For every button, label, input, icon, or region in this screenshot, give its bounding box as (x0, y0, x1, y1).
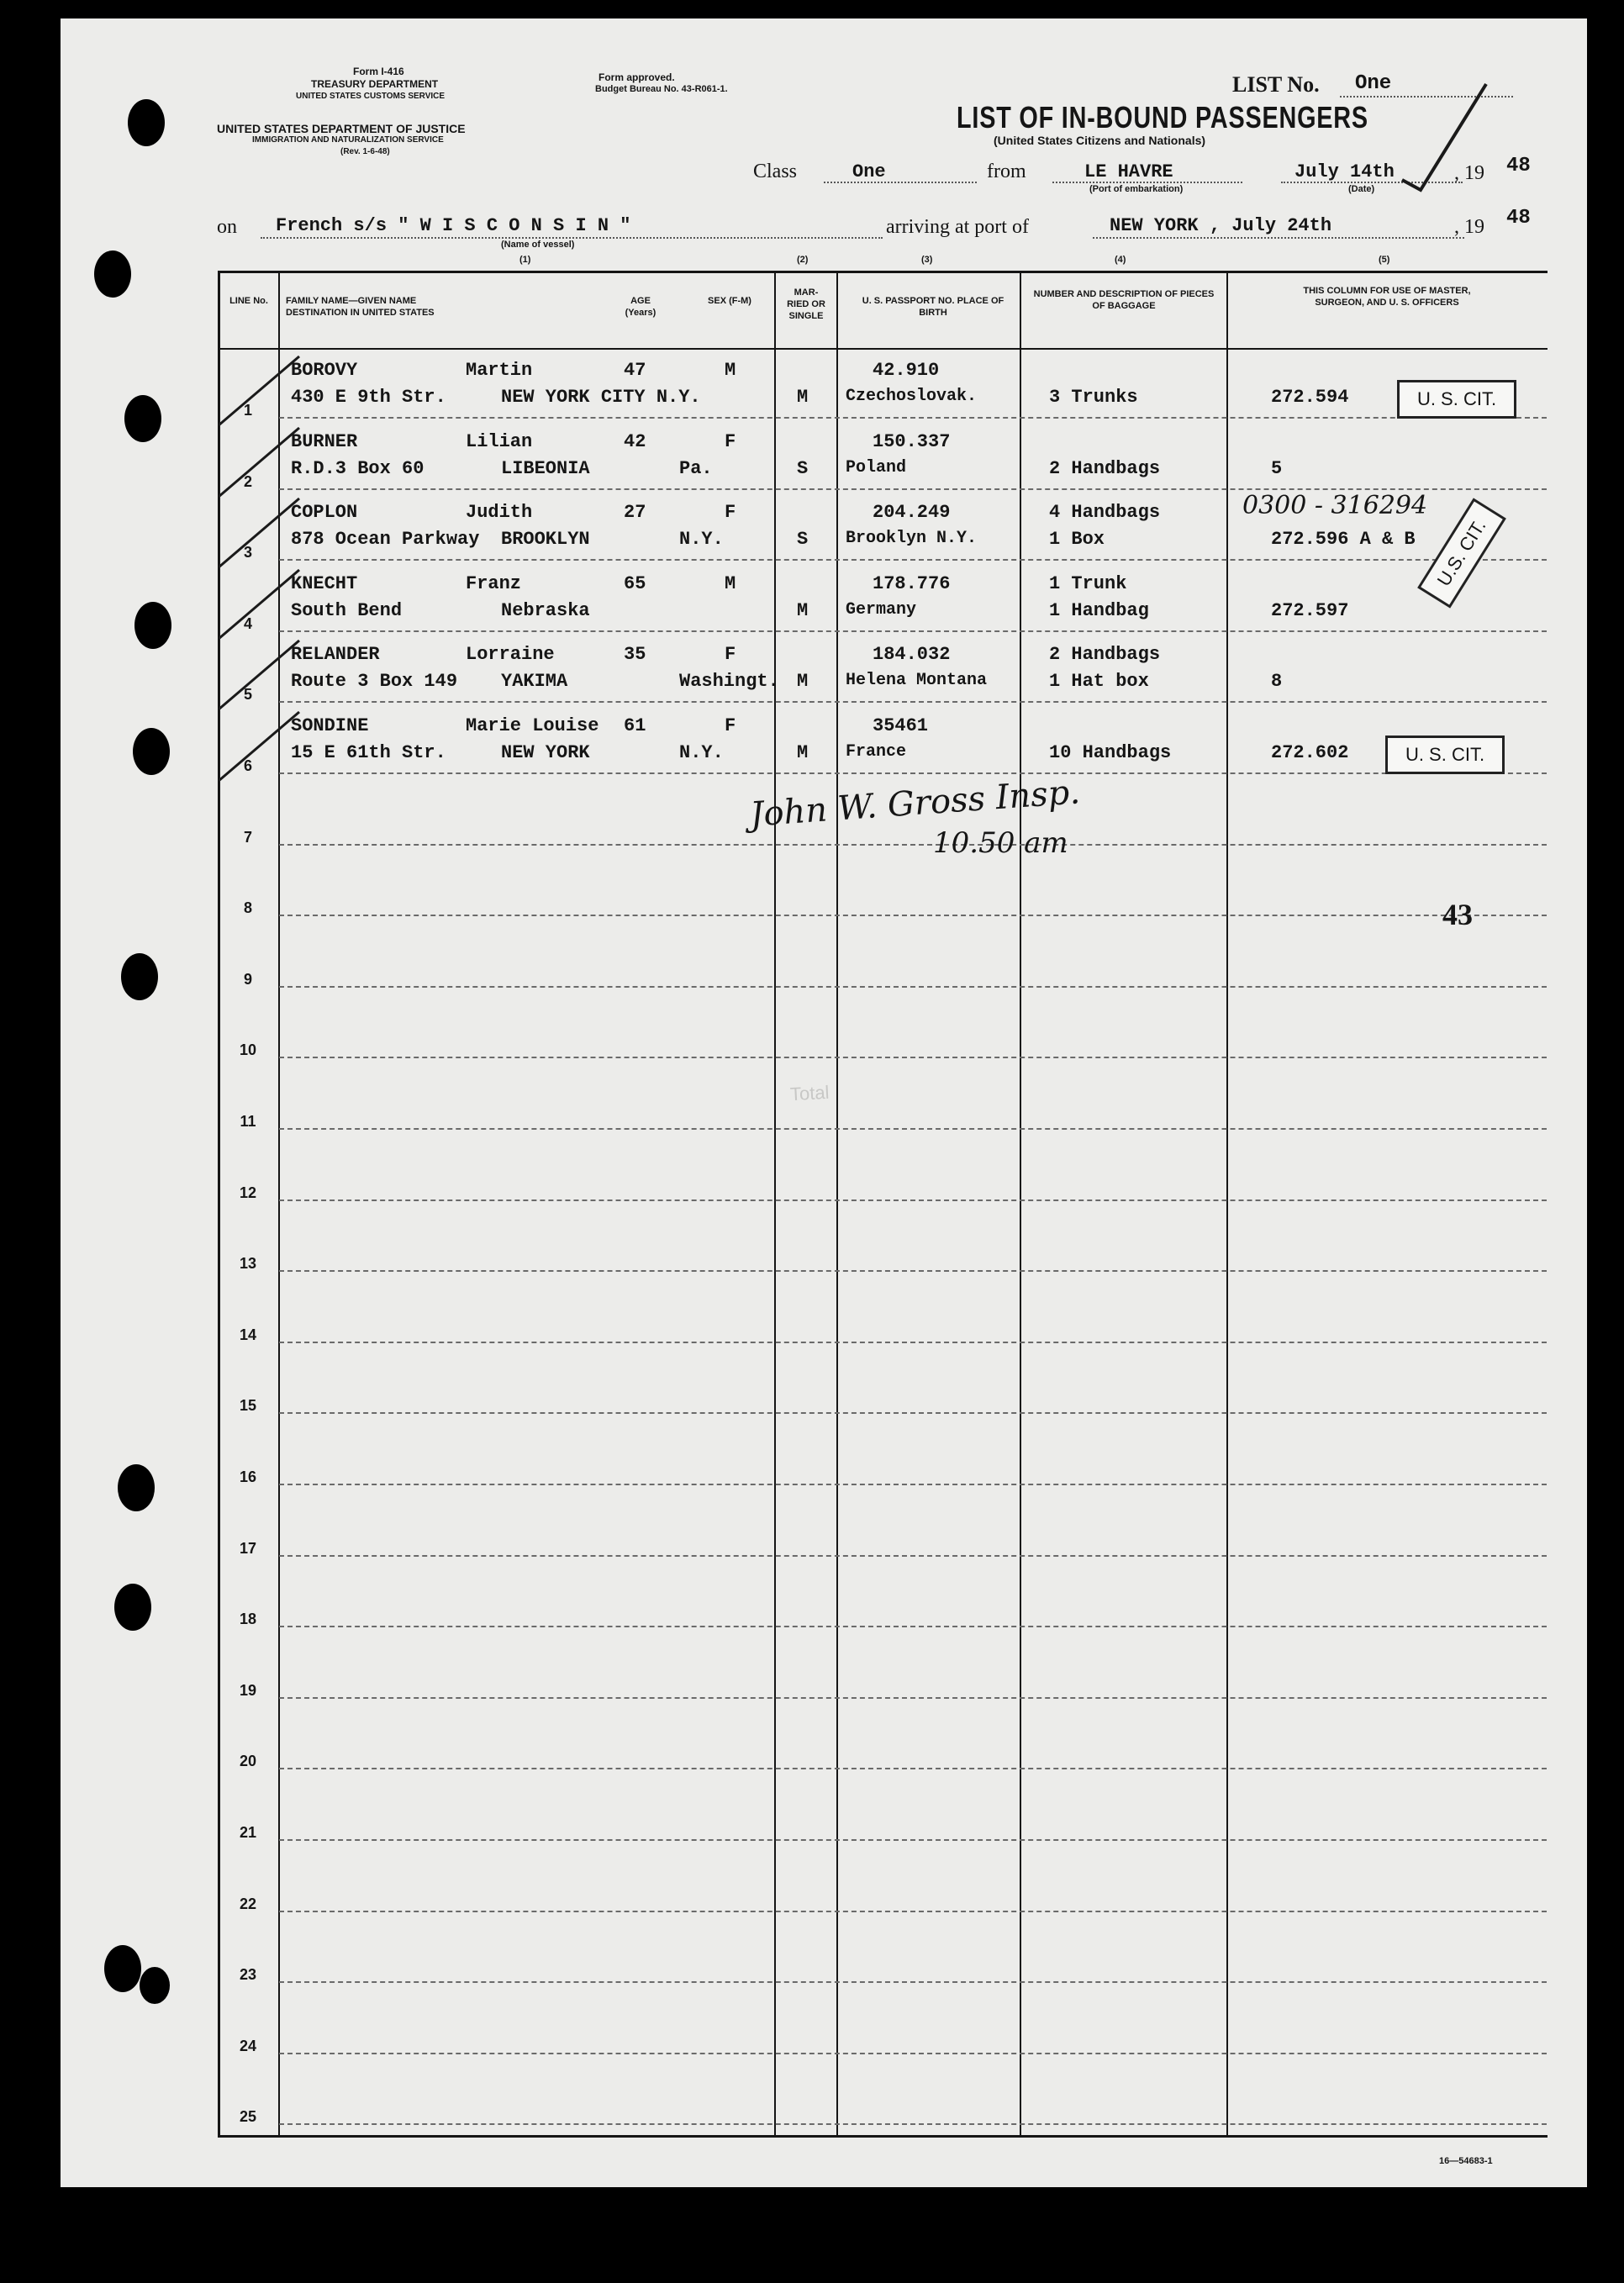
marital-status: S (797, 457, 809, 479)
arrival-line (1093, 237, 1464, 239)
given-name: Lilian (466, 430, 533, 452)
binder-hole-icon (121, 953, 158, 1000)
treasury-dept: TREASURY DEPARTMENT (311, 78, 439, 90)
arriving-label: arriving at port of (886, 216, 1029, 238)
baggage-line-2: 2 Handbags (1049, 457, 1161, 479)
binder-hole-icon (114, 1584, 151, 1631)
row-check-mark-icon (215, 709, 316, 784)
class-line (824, 182, 977, 183)
on-label: on (217, 216, 237, 238)
baggage-line-1: 4 Handbags (1049, 502, 1161, 524)
table-top-border (218, 271, 1548, 273)
place-of-birth: Germany (846, 599, 917, 620)
age: 35 (624, 644, 646, 666)
destination-address: R.D.3 Box 60 (291, 457, 424, 479)
baggage-line-2: 1 Hat box (1049, 671, 1149, 693)
header-passport: U. S. PASSPORT NO. PLACE OF BIRTH (862, 296, 1004, 318)
binder-hole-icon (140, 1967, 170, 2004)
passport-number: 184.032 (873, 644, 951, 666)
row-rule (279, 772, 1547, 774)
destination-city: YAKIMA (501, 671, 568, 693)
arrival-year-prefix: , 19 (1454, 216, 1484, 238)
col-divider-passport (1020, 271, 1021, 2137)
row-rule (279, 1768, 1547, 1769)
destination-state: Pa. (679, 457, 713, 479)
place-of-birth: Poland (846, 457, 907, 477)
line-number: 25 (239, 2108, 257, 2126)
line-number: 2 (243, 472, 252, 490)
justice-dept: UNITED STATES DEPARTMENT OF JUSTICE (217, 122, 466, 135)
row-rule (279, 1911, 1547, 1912)
row-rule (279, 1839, 1547, 1841)
destination-address: 15 E 61th Str. (291, 742, 446, 763)
colnum-3: (3) (921, 255, 933, 265)
binder-hole-icon (134, 602, 171, 649)
line-number: 11 (240, 1113, 256, 1130)
destination-state: Washingt. (679, 671, 779, 693)
checkmark-icon (1395, 81, 1496, 198)
passport-number: 150.337 (873, 430, 951, 452)
given-name: Judith (466, 502, 533, 524)
customs-service: UNITED STATES CUSTOMS SERVICE (296, 92, 446, 101)
row-rule (279, 915, 1547, 916)
colnum-4: (4) (1115, 255, 1126, 265)
passport-number: 178.776 (873, 572, 951, 594)
family-name: SONDINE (291, 715, 369, 736)
given-name: Marie Louise (466, 715, 599, 736)
line-number: 20 (239, 1753, 257, 1770)
destination-address: South Bend (291, 599, 403, 621)
header-line-no: LINE No. (229, 296, 268, 306)
row-rule (279, 488, 1547, 490)
year-prefix: , 19 (1454, 162, 1484, 184)
date-caption: (Date) (1348, 184, 1375, 194)
age: 27 (624, 502, 646, 524)
row-rule (279, 1697, 1547, 1699)
row-rule (279, 1626, 1547, 1627)
destination-city: NEW YORK (501, 742, 590, 763)
binder-hole-icon (94, 250, 131, 298)
line-number: 12 (239, 1184, 257, 1201)
embark-caption: (Port of embarkation) (1089, 184, 1184, 194)
row-rule (279, 417, 1547, 419)
table-header-border (218, 348, 1548, 350)
sex: F (725, 430, 736, 452)
given-name: Lorraine (466, 644, 555, 666)
line-number: 16 (239, 1468, 257, 1485)
destination-address: Route 3 Box 149 (291, 671, 458, 693)
line-number: 5 (243, 686, 252, 704)
arrival-value: NEW YORK , July 24th (1110, 215, 1332, 236)
office-number: 5 (1271, 457, 1283, 479)
line-number: 14 (239, 1326, 257, 1343)
line-number: 21 (239, 1824, 257, 1841)
baggage-line-2: 3 Trunks (1049, 387, 1138, 408)
colnum-5: (5) (1379, 255, 1390, 265)
row-rule (279, 1484, 1547, 1485)
office-number: 272.596 A & B (1271, 529, 1416, 551)
vessel-colnum: (1) (519, 255, 531, 265)
form-revision: (Rev. 1-6-48) (340, 147, 390, 156)
family-name: RELANDER (291, 644, 380, 666)
family-name: BOROVY (291, 360, 358, 381)
list-number-label: LIST No. (1232, 72, 1320, 97)
line-number: 22 (239, 1895, 257, 1912)
header-age: AGE (Years) (625, 296, 656, 318)
inspection-time: 10.50 am (933, 826, 1068, 860)
marital-status: M (797, 599, 809, 621)
line-number: 10 (239, 1041, 257, 1059)
line-number: 6 (243, 757, 252, 774)
row-rule (279, 630, 1547, 632)
office-number: 8 (1271, 671, 1283, 693)
line-number: 9 (243, 970, 252, 988)
baggage-line-1: 1 Trunk (1049, 572, 1127, 594)
family-name: COPLON (291, 502, 358, 524)
row-check-mark-icon (215, 637, 316, 713)
col-divider-married (836, 271, 838, 2137)
passport-number: 42.910 (873, 360, 940, 381)
page-title: LIST OF IN-BOUND PASSENGERS (957, 100, 1368, 134)
row-rule (279, 1057, 1547, 1058)
given-name: Martin (466, 360, 533, 381)
form-number: Form I-416 (353, 66, 404, 77)
family-name: KNECHT (291, 572, 358, 594)
vessel-line (261, 237, 883, 239)
inspector-signature: John W. Gross Insp. (748, 772, 1082, 835)
family-name: BURNER (291, 430, 358, 452)
destination-state: N.Y. (679, 742, 724, 763)
binder-hole-icon (133, 728, 170, 775)
destination-city: BROOKLYN (501, 529, 590, 551)
line-number: 13 (239, 1255, 257, 1273)
budget-bureau: Budget Bureau No. 43-R061-1. (595, 84, 728, 94)
marital-status: M (797, 742, 809, 763)
row-rule (279, 844, 1547, 846)
passport-number: 204.249 (873, 502, 951, 524)
office-number: 272.597 (1271, 599, 1349, 621)
given-name: Franz (466, 572, 522, 594)
destination-state: N.Y. (679, 529, 724, 551)
row-rule (279, 2123, 1547, 2125)
sex: M (725, 572, 736, 594)
age: 47 (624, 360, 646, 381)
col-divider-name (774, 271, 776, 2137)
us-citizen-stamp: U. S. CIT. (1397, 380, 1516, 419)
baggage-line-2: 1 Box (1049, 529, 1105, 551)
year-value: 48 (1506, 155, 1531, 177)
row-rule (279, 986, 1547, 988)
line-number: 17 (239, 1539, 257, 1557)
passenger-count: 43 (1442, 898, 1473, 931)
baggage-line-1: 2 Handbags (1049, 644, 1161, 666)
line-number: 1 (243, 402, 252, 419)
us-citizen-stamp: U.S. CIT. (1417, 498, 1506, 609)
passport-number: 35461 (873, 715, 929, 736)
row-rule (279, 1412, 1547, 1414)
line-number: 7 (243, 828, 252, 846)
place-of-birth: Czechoslovak. (846, 387, 978, 406)
marital-status: S (797, 529, 809, 551)
row-rule (279, 1199, 1547, 1201)
row-rule (279, 701, 1547, 703)
destination-city: LIBEONIA (501, 457, 590, 479)
row-rule (279, 1342, 1547, 1343)
col-divider-baggage (1226, 271, 1228, 2137)
sex: F (725, 502, 736, 524)
binder-hole-icon (118, 1464, 155, 1511)
row-rule (279, 1555, 1547, 1557)
line-number: 4 (243, 614, 252, 632)
sex: M (725, 360, 736, 381)
marital-status: M (797, 671, 809, 693)
line-number: 24 (239, 2037, 257, 2054)
row-rule (279, 1981, 1547, 1983)
from-line (1052, 182, 1242, 183)
place-of-birth: France (846, 742, 907, 762)
row-rule (279, 1128, 1547, 1130)
class-label: Class (753, 161, 798, 182)
arrival-year: 48 (1506, 207, 1531, 229)
us-citizen-stamp: U. S. CIT. (1385, 736, 1505, 774)
age: 42 (624, 430, 646, 452)
row-check-mark-icon (215, 495, 316, 571)
date-value: July 14th (1294, 161, 1395, 182)
line-number: 3 (243, 544, 252, 562)
place-of-birth: Brooklyn N.Y. (846, 529, 978, 549)
place-of-birth: Helena Montana (846, 671, 988, 691)
office-number: 272.594 (1271, 387, 1349, 408)
from-value: LE HAVRE (1084, 161, 1173, 182)
header-married: MAR-RIED OR SINGLE (787, 287, 825, 321)
from-label: from (987, 161, 1026, 182)
age: 61 (624, 715, 646, 736)
header-offices: THIS COLUMN FOR USE OF MASTER, SURGEON, AND U. S. OFFICERS (1303, 286, 1471, 308)
footer-code: 16—54683-1 (1439, 2156, 1493, 2166)
destination-address: 878 Ocean Parkway (291, 529, 480, 551)
marital-status: M (797, 387, 809, 408)
sex: F (725, 715, 736, 736)
row-rule (279, 1270, 1547, 1272)
form-approved: Form approved. (598, 71, 675, 83)
header-sex: SEX (F-M) (708, 296, 751, 306)
list-number-value: One (1355, 72, 1392, 95)
row-check-mark-icon (215, 424, 316, 500)
destination-city: NEW YORK CITY N.Y. (501, 387, 701, 408)
vessel-caption: (Name of vessel) (501, 240, 575, 250)
binder-hole-icon (104, 1945, 141, 1992)
binder-hole-icon (124, 395, 161, 442)
destination-city: Nebraska (501, 599, 590, 621)
row-check-mark-icon (215, 353, 316, 429)
line-number: 15 (239, 1397, 257, 1415)
vessel-name: French s/s " W I S C O N S I N " (276, 215, 631, 236)
office-handwritten-number: 0300 - 316294 (1242, 491, 1428, 521)
destination-address: 430 E 9th Str. (291, 387, 446, 408)
line-number: 19 (239, 1681, 257, 1699)
page-subtitle: (United States Citizens and Nationals) (994, 134, 1206, 147)
sex: F (725, 644, 736, 666)
row-rule (279, 2053, 1547, 2054)
binder-hole-icon (128, 99, 165, 146)
baggage-line-2: 1 Handbag (1049, 599, 1149, 621)
immigration-service: IMMIGRATION AND NATURALIZATION SERVICE (252, 135, 444, 145)
header-baggage: NUMBER AND DESCRIPTION OF PIECES OF BAGGAGE (1033, 289, 1215, 311)
age: 65 (624, 572, 646, 594)
office-number: 272.602 (1271, 742, 1349, 763)
class-value: One (852, 161, 886, 182)
baggage-line-2: 10 Handbags (1049, 742, 1172, 763)
row-check-mark-icon (215, 567, 316, 642)
line-number: 23 (239, 1966, 257, 1984)
line-number: 18 (239, 1611, 257, 1628)
header-name: FAMILY NAME—GIVEN NAME DESTINATION IN UNITED STATES (286, 296, 435, 318)
colnum-2: (2) (797, 255, 809, 265)
table-bottom-border (218, 2135, 1548, 2138)
line-number: 8 (243, 899, 252, 917)
row-rule (279, 559, 1547, 561)
faint-total-mark: Total (789, 1081, 830, 1105)
